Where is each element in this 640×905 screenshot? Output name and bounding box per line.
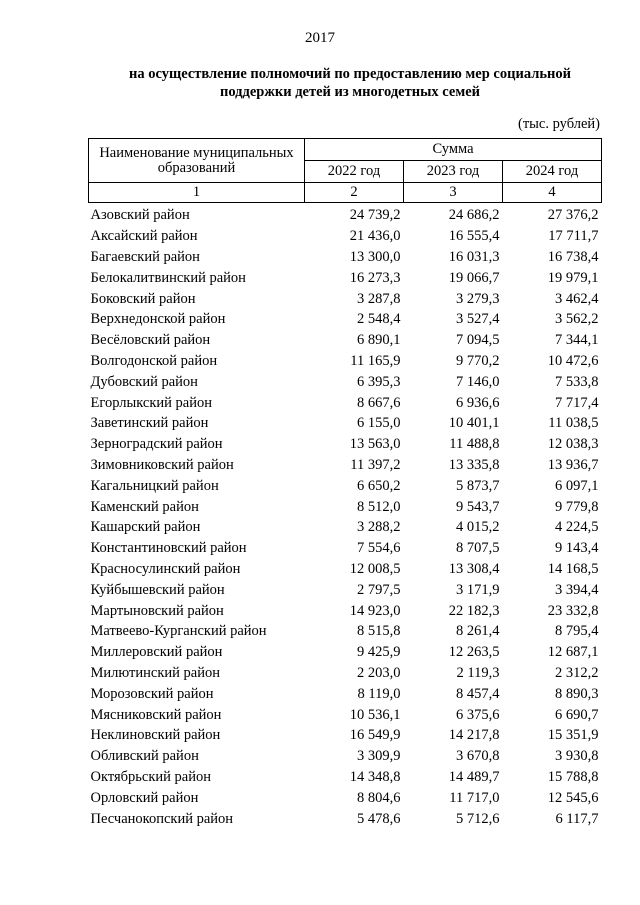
amount-2022: 14 348,8 [349,768,401,785]
amount-2024: 15 351,9 [547,727,599,744]
amount-2024: 14 168,5 [547,560,599,577]
table-row [89,746,602,767]
table-row [89,704,602,725]
table-row [89,434,602,455]
amount-2023: 9 543,7 [456,498,500,515]
municipality-name: Неклиновский район [90,727,221,744]
amount-2022: 9 425,9 [357,644,401,661]
header-col-number: 3 [404,183,503,203]
amount-2024: 19 979,1 [547,269,599,286]
amount-2024: 7 533,8 [555,373,599,390]
municipality-name: Матвеево-Курганский район [90,623,267,640]
amount-2022: 10 536,1 [349,706,401,723]
amount-2024: 16 738,4 [547,248,599,265]
amount-2024: 6 097,1 [555,477,599,494]
amount-2023: 12 263,5 [448,644,500,661]
amount-2024: 6 117,7 [555,810,599,827]
amount-2024: 12 038,3 [547,436,599,453]
municipality-name: Белокалитвинский район [90,269,246,286]
municipality-name: Зерноградский район [90,436,223,453]
amount-2023: 6 936,6 [456,394,500,411]
municipality-name: Верхнедонской район [90,311,226,328]
amount-2023: 3 670,8 [456,748,500,765]
table-row [89,371,602,392]
amount-2022: 2 797,5 [357,581,401,598]
table-row [89,288,602,309]
table-row [89,683,602,704]
amount-2022: 7 554,6 [357,540,401,557]
table-row [89,413,602,434]
table-row [89,496,602,517]
municipality-name: Константиновский район [90,540,247,557]
table-row [89,725,602,746]
municipality-name: Азовский район [90,207,190,224]
header-year-2023: 2023 год [404,161,503,183]
municipality-name: Орловский район [90,789,199,806]
header-year-2024: 2024 год [503,161,602,183]
municipality-name: Заветинский район [90,415,209,432]
amount-2024: 2 312,2 [555,664,599,681]
municipality-name: Кагальницкий район [90,477,219,494]
subsidy-table [88,138,602,829]
amount-2022: 8 667,6 [357,394,401,411]
table-row [89,392,602,413]
page-number: 2017 [305,30,335,46]
municipality-name: Милютинский район [90,664,220,681]
amount-2022: 14 923,0 [349,602,401,619]
table-row [89,600,602,621]
amount-2022: 6 890,1 [357,332,401,349]
amount-2023: 8 707,5 [456,540,500,557]
amount-2023: 8 261,4 [456,623,500,640]
amount-2022: 6 155,0 [357,415,401,432]
table-row [89,808,602,829]
table-row [89,455,602,476]
amount-2024: 9 143,4 [555,540,599,557]
table-row [89,621,602,642]
municipality-name: Волгодонской район [90,352,218,369]
amount-2023: 10 401,1 [448,415,500,432]
amount-2024: 27 376,2 [547,207,599,224]
amount-2022: 21 436,0 [349,228,401,245]
header-col-number: 4 [503,183,602,203]
amount-2022: 2 203,0 [357,664,401,681]
amount-2022: 11 165,9 [350,352,401,369]
amount-2024: 3 562,2 [555,311,599,328]
amount-2022: 8 515,8 [357,623,401,640]
municipality-name: Красносулинский район [90,560,241,577]
amount-2023: 16 555,4 [448,228,500,245]
amount-2024: 3 394,4 [555,581,599,598]
municipality-name: Дубовский район [90,373,198,390]
amount-2024: 8 890,3 [555,685,599,702]
header-municipality: Наименование муниципальных образований [89,139,305,183]
table-row [89,226,602,247]
municipality-name: Зимовниковский район [90,456,234,473]
table-row [89,663,602,684]
amount-2022: 2 548,4 [357,311,401,328]
table-row [89,579,602,600]
amount-2023: 9 770,2 [456,352,500,369]
amount-2024: 3 930,8 [555,748,599,765]
amount-2023: 13 335,8 [448,456,500,473]
amount-2023: 5 873,7 [456,477,500,494]
amount-2023: 13 308,4 [448,560,500,577]
municipality-name: Егорлыкский район [90,394,212,411]
amount-2022: 5 478,6 [357,810,401,827]
table-row [89,517,602,538]
amount-2023: 3 171,9 [456,581,500,598]
amount-2023: 8 457,4 [456,685,500,702]
amount-2024: 23 332,8 [547,602,599,619]
title-line-1: на осуществление полномочий по предоставлению мер социальной [129,66,571,82]
amount-2022: 24 739,2 [349,207,401,224]
municipality-name: Мясниковский район [90,706,222,723]
amount-2024: 10 472,6 [547,352,599,369]
table-row [89,247,602,268]
table-row [89,267,602,288]
amount-2022: 16 549,9 [349,727,401,744]
amount-2023: 5 712,6 [456,810,500,827]
amount-2022: 13 300,0 [349,248,401,265]
amount-2022: 8 119,0 [357,685,401,702]
document-title [60,65,640,101]
municipality-name: Кашарский район [90,519,201,536]
units-label: (тыс. рублей) [518,116,600,132]
amount-2022: 3 287,8 [357,290,401,307]
table-row [89,538,602,559]
amount-2022: 16 273,3 [349,269,401,286]
table-row [89,309,602,330]
amount-2023: 14 489,7 [448,768,500,785]
amount-2023: 19 066,7 [448,269,500,286]
amount-2022: 6 650,2 [357,477,401,494]
amount-2023: 4 015,2 [456,519,500,536]
municipality-name: Песчанокопский район [90,810,234,827]
municipality-name: Октябрьский район [90,768,211,785]
amount-2024: 7 344,1 [555,332,599,349]
amount-2023: 6 375,6 [456,706,500,723]
amount-2022: 6 395,3 [357,373,401,390]
amount-2024: 4 224,5 [555,519,599,536]
header-sum: Сумма [305,139,602,161]
header-year-2022: 2022 год [305,161,404,183]
amount-2024: 3 462,4 [555,290,599,307]
municipality-name: Мартыновский район [90,602,224,619]
header-col-number: 1 [89,183,305,203]
amount-2022: 8 512,0 [357,498,401,515]
amount-2022: 11 397,2 [350,456,401,473]
amount-2022: 3 309,9 [357,748,401,765]
municipality-name: Куйбышевский район [90,581,225,598]
amount-2023: 2 119,3 [456,664,500,681]
amount-2022: 13 563,0 [349,436,401,453]
municipality-name: Обливский район [90,748,199,765]
amount-2024: 15 788,8 [547,768,599,785]
title-line-2: поддержки детей из многодетных семей [219,84,481,100]
amount-2024: 7 717,4 [555,394,599,411]
amount-2024: 11 038,5 [548,415,599,432]
amount-2023: 11 488,8 [449,436,500,453]
amount-2023: 22 182,3 [448,602,500,619]
amount-2023: 7 146,0 [456,373,500,390]
amount-2023: 14 217,8 [448,727,500,744]
amount-2023: 11 717,0 [449,789,500,806]
amount-2024: 9 779,8 [555,498,599,515]
amount-2023: 24 686,2 [448,207,500,224]
table-row [89,787,602,808]
municipality-name: Боковский район [90,290,196,307]
amount-2022: 8 804,6 [357,789,401,806]
table-row [89,330,602,351]
municipality-name: Багаевский район [90,248,200,265]
municipality-name: Весёловский район [90,332,211,349]
table-body [89,203,602,829]
amount-2023: 7 094,5 [456,332,500,349]
header-col-number: 2 [305,183,404,203]
amount-2022: 3 288,2 [357,519,401,536]
amount-2023: 3 279,3 [456,290,500,307]
amount-2024: 17 711,7 [548,228,599,245]
table-row [89,642,602,663]
amount-2023: 16 031,3 [448,248,500,265]
amount-2022: 12 008,5 [349,560,401,577]
amount-2024: 12 545,6 [547,789,599,806]
municipality-name: Аксайский район [90,228,198,245]
amount-2024: 8 795,4 [555,623,599,640]
table-row [89,475,602,496]
amount-2024: 13 936,7 [547,456,599,473]
municipality-name: Миллеровский район [90,644,223,661]
amount-2024: 12 687,1 [547,644,599,661]
table-row [89,351,602,372]
table-row [89,559,602,580]
municipality-name: Морозовский район [90,685,214,702]
amount-2023: 3 527,4 [456,311,500,328]
table-row [89,203,602,226]
municipality-name: Каменский район [90,498,199,515]
amount-2024: 6 690,7 [555,706,599,723]
table-row [89,767,602,788]
